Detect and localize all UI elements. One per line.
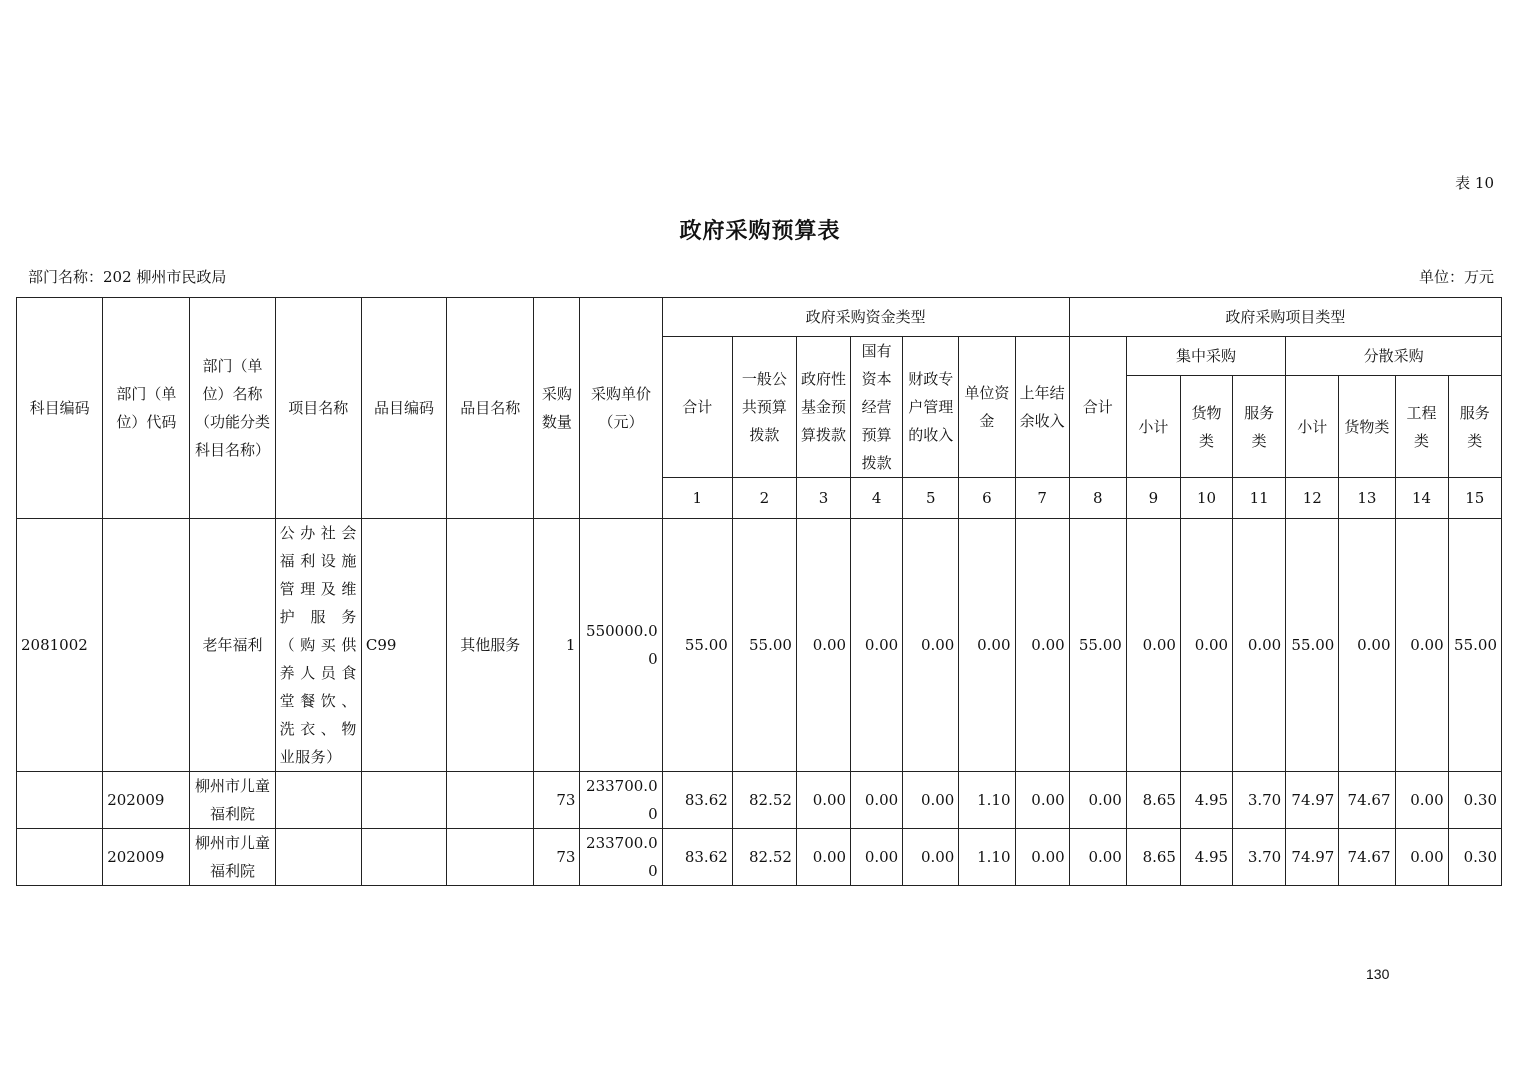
header-centralized-goods: 货物类 xyxy=(1180,376,1232,478)
cell-subject-code: 2081002 xyxy=(17,519,103,772)
header-centralized: 集中采购 xyxy=(1126,337,1285,376)
cell-value: 83.62 xyxy=(662,829,732,886)
cell-value: 0.00 xyxy=(851,772,903,829)
cell-item-name: 其他服务 xyxy=(447,519,534,772)
column-number: 13 xyxy=(1339,478,1395,519)
header-dispersed-works: 工程类 xyxy=(1395,376,1448,478)
cell-value: 4.95 xyxy=(1180,829,1232,886)
cell-dept-name: 柳州市儿童福利院 xyxy=(190,772,275,829)
page-title: 政府采购预算表 xyxy=(679,218,841,244)
header-quantity: 采购数量 xyxy=(534,298,580,519)
header-item-name: 品目名称 xyxy=(447,298,534,519)
cell-value: 0.00 xyxy=(1015,519,1069,772)
header-dispersed-subtotal: 小计 xyxy=(1286,376,1339,478)
cell-project-name xyxy=(275,829,361,886)
cell-quantity: 73 xyxy=(534,772,580,829)
header-project-type: 政府采购项目类型 xyxy=(1069,298,1501,337)
header-dispersed-service: 服务类 xyxy=(1448,376,1501,478)
cell-subject-code xyxy=(17,772,103,829)
cell-value: 0.00 xyxy=(1395,829,1448,886)
cell-value: 0.00 xyxy=(1233,519,1286,772)
cell-value: 0.00 xyxy=(903,829,959,886)
header-unit-price: 采购单价（元） xyxy=(580,298,662,519)
header-fund-total: 合计 xyxy=(662,337,732,478)
cell-value: 74.67 xyxy=(1339,772,1395,829)
cell-dept-code: 202009 xyxy=(103,829,190,886)
cell-value: 4.95 xyxy=(1180,772,1232,829)
cell-dept-code xyxy=(103,519,190,772)
cell-value: 74.97 xyxy=(1286,772,1339,829)
table-row xyxy=(17,829,1502,886)
cell-value: 74.97 xyxy=(1286,829,1339,886)
cell-value: 0.00 xyxy=(796,772,850,829)
cell-value: 55.00 xyxy=(1069,519,1126,772)
cell-value: 0.00 xyxy=(1339,519,1395,772)
cell-value: 0.30 xyxy=(1448,772,1501,829)
cell-value: 0.00 xyxy=(1015,772,1069,829)
header-dispersed-goods: 货物类 xyxy=(1339,376,1395,478)
cell-value: 8.65 xyxy=(1126,829,1180,886)
table-row xyxy=(17,519,1502,772)
header-state-capital: 国有资本经营预算拨款 xyxy=(851,337,903,478)
header-centralized-service: 服务类 xyxy=(1233,376,1286,478)
header-centralized-subtotal: 小计 xyxy=(1126,376,1180,478)
cell-item-code xyxy=(361,829,446,886)
cell-value: 1.10 xyxy=(959,829,1015,886)
cell-quantity: 1 xyxy=(534,519,580,772)
column-number: 8 xyxy=(1069,478,1126,519)
unit-label: 单位：万元 xyxy=(1418,268,1494,286)
table-number: 表 10 xyxy=(1455,174,1494,192)
header-item-code: 品目编码 xyxy=(361,298,446,519)
cell-dept-name: 老年福利 xyxy=(190,519,275,772)
cell-value: 3.70 xyxy=(1233,772,1286,829)
cell-value: 55.00 xyxy=(732,519,796,772)
cell-value: 0.00 xyxy=(1069,829,1126,886)
cell-value: 0.00 xyxy=(796,519,850,772)
cell-value: 0.00 xyxy=(1015,829,1069,886)
header-carryover: 上年结余收入 xyxy=(1015,337,1069,478)
cell-unit-price: 550000.00 xyxy=(580,519,662,772)
column-number: 9 xyxy=(1126,478,1180,519)
table-row xyxy=(17,772,1502,829)
header-fund-type: 政府采购资金类型 xyxy=(662,298,1069,337)
cell-value: 0.00 xyxy=(1126,519,1180,772)
cell-value: 0.00 xyxy=(1395,772,1448,829)
cell-item-code: C99 xyxy=(361,519,446,772)
header-project-name: 项目名称 xyxy=(275,298,361,519)
page-number: 130 xyxy=(1366,966,1390,982)
cell-value: 3.70 xyxy=(1233,829,1286,886)
cell-value: 0.00 xyxy=(903,772,959,829)
column-number: 1 xyxy=(662,478,732,519)
cell-value: 82.52 xyxy=(732,829,796,886)
cell-quantity: 73 xyxy=(534,829,580,886)
cell-value: 0.00 xyxy=(1395,519,1448,772)
cell-value: 0.00 xyxy=(1069,772,1126,829)
department-name: 部门名称：202 柳州市民政局 xyxy=(28,268,227,286)
cell-value: 83.62 xyxy=(662,772,732,829)
cell-dept-name: 柳州市儿童福利院 xyxy=(190,829,275,886)
cell-value: 55.00 xyxy=(1286,519,1339,772)
column-number: 6 xyxy=(959,478,1015,519)
cell-value: 0.00 xyxy=(1180,519,1232,772)
column-number: 12 xyxy=(1286,478,1339,519)
cell-item-name xyxy=(447,829,534,886)
procurement-budget-table xyxy=(16,297,1502,886)
header-dispersed: 分散采购 xyxy=(1286,337,1502,376)
cell-project-name xyxy=(275,772,361,829)
cell-value: 55.00 xyxy=(662,519,732,772)
cell-item-code xyxy=(361,772,446,829)
column-number: 14 xyxy=(1395,478,1448,519)
cell-item-name xyxy=(447,772,534,829)
column-number: 7 xyxy=(1015,478,1069,519)
cell-dept-code: 202009 xyxy=(103,772,190,829)
cell-value: 0.00 xyxy=(903,519,959,772)
header-fiscal-special: 财政专户管理的收入 xyxy=(903,337,959,478)
column-number: 3 xyxy=(796,478,850,519)
cell-value: 0.00 xyxy=(796,829,850,886)
column-number: 11 xyxy=(1233,478,1286,519)
cell-value: 0.30 xyxy=(1448,829,1501,886)
cell-value: 0.00 xyxy=(851,519,903,772)
cell-value: 8.65 xyxy=(1126,772,1180,829)
column-number: 10 xyxy=(1180,478,1232,519)
column-number: 2 xyxy=(732,478,796,519)
cell-project-name: 公办社会福利设施管理及维护服务（购买供养人员食堂餐饮、洗衣、物业服务） xyxy=(275,519,361,772)
cell-subject-code xyxy=(17,829,103,886)
column-number: 5 xyxy=(903,478,959,519)
cell-value: 82.52 xyxy=(732,772,796,829)
header-dept-code: 部门（单位）代码 xyxy=(103,298,190,519)
header-general-budget: 一般公共预算拨款 xyxy=(732,337,796,478)
header-unit-fund: 单位资金 xyxy=(959,337,1015,478)
cell-value: 55.00 xyxy=(1448,519,1501,772)
header-dept-name: 部门（单位）名称（功能分类科目名称） xyxy=(190,298,275,519)
header-gov-fund: 政府性基金预算拨款 xyxy=(796,337,850,478)
cell-unit-price: 233700.00 xyxy=(580,829,662,886)
header-subject-code: 科目编码 xyxy=(17,298,103,519)
cell-unit-price: 233700.00 xyxy=(580,772,662,829)
cell-value: 0.00 xyxy=(851,829,903,886)
header-project-total: 合计 xyxy=(1069,337,1126,478)
cell-value: 0.00 xyxy=(959,519,1015,772)
column-number: 4 xyxy=(851,478,903,519)
cell-value: 74.67 xyxy=(1339,829,1395,886)
cell-value: 1.10 xyxy=(959,772,1015,829)
column-number: 15 xyxy=(1448,478,1501,519)
